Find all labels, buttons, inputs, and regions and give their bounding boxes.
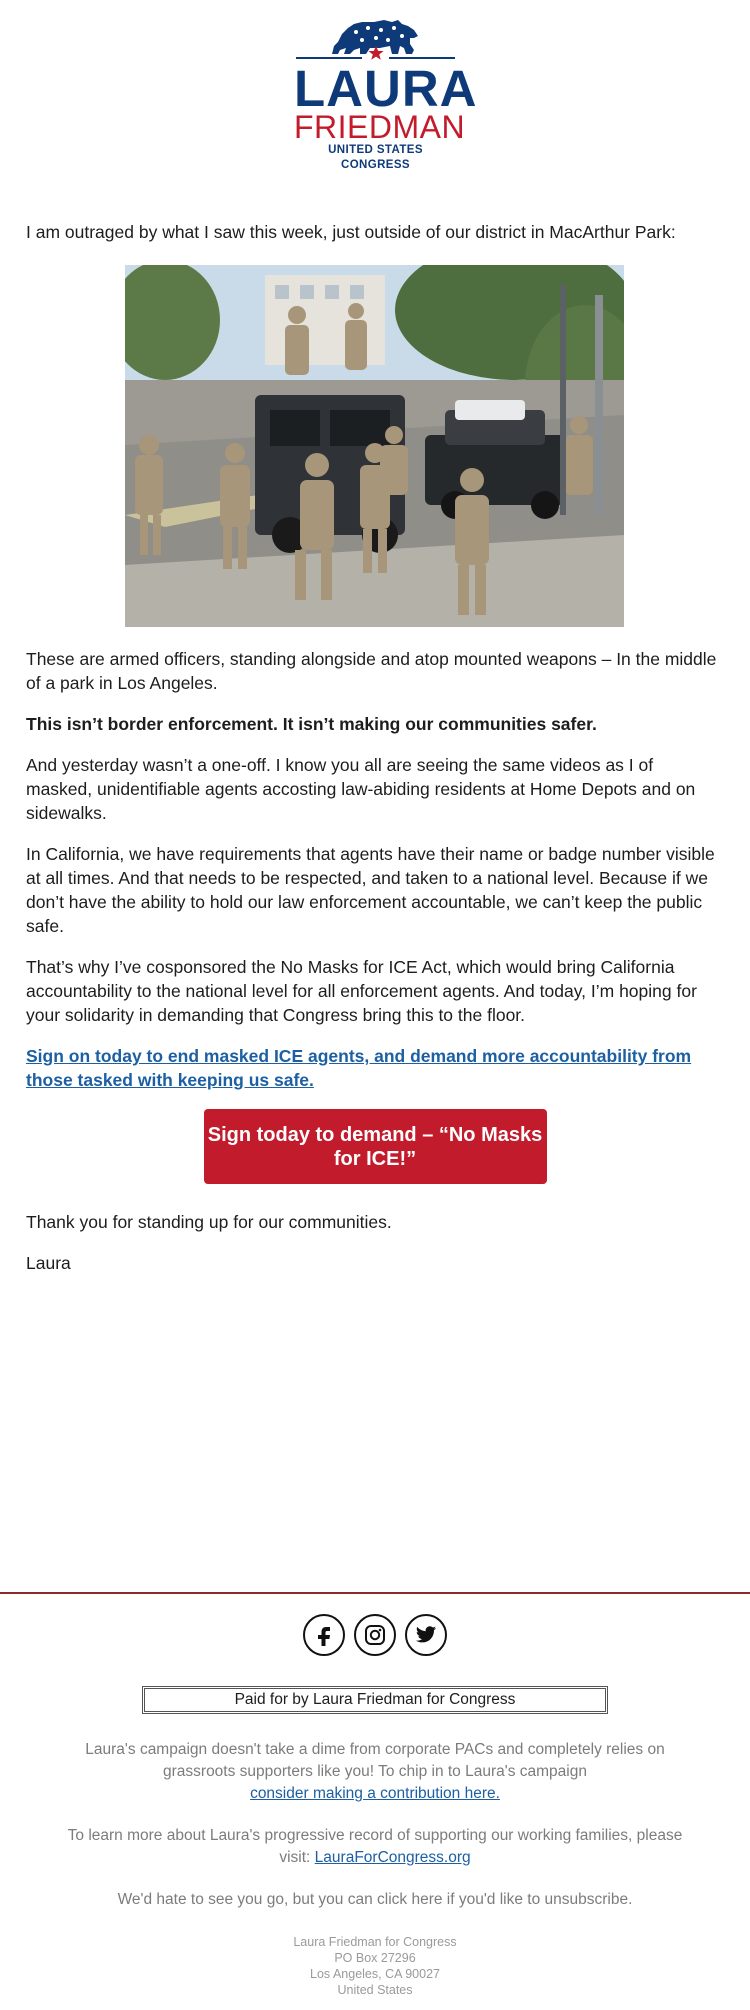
cta-link-paragraph bbox=[26, 1044, 724, 1092]
website-link[interactable]: LauraForCongress.org bbox=[314, 1849, 471, 1866]
facebook-icon[interactable] bbox=[303, 1614, 345, 1656]
unsubscribe-text[interactable]: We'd hate to see you go, but you can click here if you'd like to unsubscribe. bbox=[117, 1891, 633, 1908]
twitter-icon[interactable] bbox=[405, 1614, 447, 1656]
logo-rule-left bbox=[296, 57, 362, 59]
intro-paragraph: I am outraged by what I saw this week, just outside of our district in MacArthur Park: bbox=[26, 222, 676, 242]
campaign-logo[interactable] bbox=[294, 16, 478, 173]
armed-officers-paragraph: These are armed officers, standing alongside and atop mounted weapons – In the middle of a park in Los Angeles. bbox=[26, 649, 717, 693]
email-body bbox=[0, 220, 750, 1275]
emphasis-paragraph: This isn’t border enforcement. It isn’t making our communities safer. bbox=[26, 714, 597, 734]
address-line: United States bbox=[337, 1983, 413, 1997]
address-line: Los Angeles, CA 90027 bbox=[310, 1967, 440, 1981]
contribution-copy: Laura's campaign doesn't take a dime from corporate PACs and completely relies on grassroots supporters like you! To chip in to Laura's campaign bbox=[85, 1741, 665, 1780]
mailing-address bbox=[0, 1934, 750, 1998]
california-paragraph: In California, we have requirements that agents have their name or badge number visible at all times. And that needs to be respected, and taken to a national level. Because if we don’t have the ability to hold our law enforcement accountable, we can’t keep the public safe. bbox=[26, 844, 715, 936]
address-line: PO Box 27296 bbox=[334, 1951, 416, 1965]
email-footer bbox=[0, 1592, 750, 1998]
email-header bbox=[0, 0, 750, 195]
star-icon bbox=[368, 45, 384, 61]
no-masks-act-paragraph: That’s why I’ve cosponsored the No Masks for ICE Act, which would bring California accountability to the national level for all enforcement agents. And today, I’m hoping for your solidarity in demanding that Congress bring this to the floor. bbox=[26, 957, 697, 1025]
contribution-text bbox=[65, 1739, 685, 1805]
social-links bbox=[0, 1614, 750, 1656]
cta-button-wrap bbox=[26, 1109, 724, 1184]
instagram-icon[interactable] bbox=[354, 1614, 396, 1656]
logo-subtitle: UNITED STATES CONGRESS bbox=[328, 144, 423, 171]
learn-more-text bbox=[65, 1825, 685, 1869]
macarthur-park-photo[interactable] bbox=[125, 265, 624, 627]
contribution-link[interactable]: consider making a contribution here. bbox=[250, 1785, 500, 1802]
one-off-paragraph: And yesterday wasn’t a one-off. I know you all are seeing the same videos as I of masked, unidentifiable agents accosting law-abiding residents at Home Depots and on sidewalks. bbox=[26, 755, 696, 823]
signoff: Laura bbox=[26, 1253, 71, 1273]
logo-first-name: LAURA bbox=[294, 60, 478, 117]
paid-for-disclaimer: Paid for by Laura Friedman for Congress bbox=[142, 1686, 608, 1714]
learn-more-copy: To learn more about Laura's progressive record of supporting our working families, please visit: bbox=[67, 1827, 683, 1866]
address-line: Laura Friedman for Congress bbox=[293, 1935, 457, 1949]
sign-petition-button[interactable]: Sign today to demand – “No Masks for ICE!” bbox=[204, 1109, 547, 1184]
logo-rule-right bbox=[389, 57, 455, 59]
logo-last-name: FRIEDMAN bbox=[294, 109, 466, 145]
sign-on-link[interactable]: Sign on today to end masked ICE agents, and demand more accountability from those tasked with keeping us safe. bbox=[26, 1046, 692, 1090]
thanks-paragraph: Thank you for standing up for our communities. bbox=[26, 1212, 392, 1232]
